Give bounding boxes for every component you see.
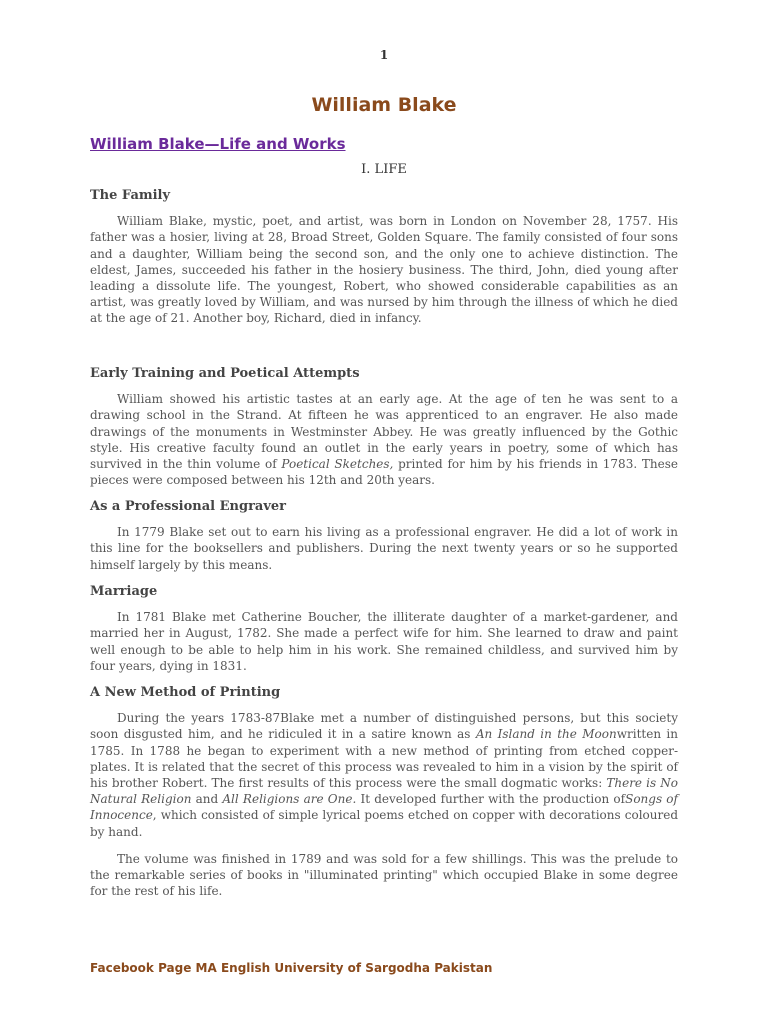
page-title: William Blake bbox=[311, 94, 457, 116]
text-run: , which consisted of simple lyrical poems etched on copper with decorations coloured by hand. bbox=[90, 808, 678, 839]
document-subtitle: William Blake—Life and Works bbox=[90, 135, 346, 153]
text-run: During the years 1783-87Blake met a number of distinguished persons, but this society soon disgusted him, and he ridiculed it in a satire known as bbox=[90, 711, 678, 742]
section-paragraph: In 1781 Blake met Catherine Boucher, the illiterate daughter of a market-gardener, and married her in August, 1782. She made a perfect wife for him. She learned to draw and paint well enough to be able to help him in his work. She remained childless, and survived him by four years, dying in 1831. bbox=[90, 610, 678, 673]
section-paragraph: William Blake, mystic, poet, and artist, was born in London on November 28, 1757. His father was a hosier, living at 28, Broad Street, Golden Square. The family consisted of four sons and a daughter, William being the second son, and the only one to achieve distinction. The eldest, James, succeeded his father in the hosiery business. The third, John, died young after leading a dissolute life. The youngest, Robert, who showed considerable capabilities as an artist, was greatly loved by William, and was nursed by him through the illness of which he died at the age of 21. Another boy, Richard, died in infancy. bbox=[90, 214, 678, 326]
part-label: I. LIFE bbox=[361, 162, 407, 177]
section-heading: Early Training and Poetical Attempts bbox=[90, 366, 360, 381]
italic-title: Songs of Innocence bbox=[90, 792, 678, 823]
section-paragraph bbox=[90, 391, 678, 488]
section-heading: A New Method of Printing bbox=[90, 685, 281, 700]
section-the-family bbox=[90, 188, 678, 327]
text-run: written in 1785. In 1788 he began to experiment with a new method of printing from etched copper-plates. It is related that the secret of this process was revealed to him in a vision by the spirit of his brother Robert. The first results of this process were the small dogmatic works: bbox=[90, 727, 679, 791]
text-run: printed for him by his friends in 1783. These pieces were composed between his 12th and 20th years. bbox=[90, 457, 678, 488]
section-paragraph bbox=[90, 710, 678, 840]
page-number: 1 bbox=[379, 48, 389, 62]
italic-title: All Religions are One. bbox=[222, 792, 357, 807]
italic-title: Poetical Sketches, bbox=[281, 457, 394, 472]
page-footer: Facebook Page MA English University of Sargodha Pakistan bbox=[90, 961, 493, 975]
section-marriage bbox=[90, 584, 678, 674]
italic-title: An Island in the Moon bbox=[475, 727, 617, 742]
section-professional-engraver bbox=[90, 499, 678, 573]
section-new-method-of-printing bbox=[90, 685, 678, 899]
section-paragraph: The volume was finished in 1789 and was sold for a few shillings. This was the prelude to the remarkable series of books in "illuminated printing" which occupied Blake in some degree for the rest of his life. bbox=[90, 851, 678, 899]
text-run: It developed further with the production of bbox=[356, 792, 626, 807]
text-run: and bbox=[191, 792, 223, 807]
section-heading: The Family bbox=[90, 188, 171, 203]
section-heading: As a Professional Engraver bbox=[90, 499, 287, 514]
text-run: William showed his artistic tastes at an early age. At the age of ten he was sent to a drawing school in the Strand. At fifteen he was apprenticed to an engraver. He also made drawings of the monuments in Westminster Abbey. He was greatly influenced by the Gothic style. His creative faculty found an outlet in the early years in poetry, some of which has survived in the thin volume of bbox=[90, 392, 678, 472]
section-early-training bbox=[90, 366, 678, 488]
section-heading: Marriage bbox=[90, 584, 158, 599]
section-paragraph: In 1779 Blake set out to earn his living as a professional engraver. He did a lot of work in this line for the booksellers and publishers. During the next twenty years or so he supported himself largely by this means. bbox=[90, 525, 678, 572]
italic-title: There is No Natural Religion bbox=[90, 776, 678, 807]
